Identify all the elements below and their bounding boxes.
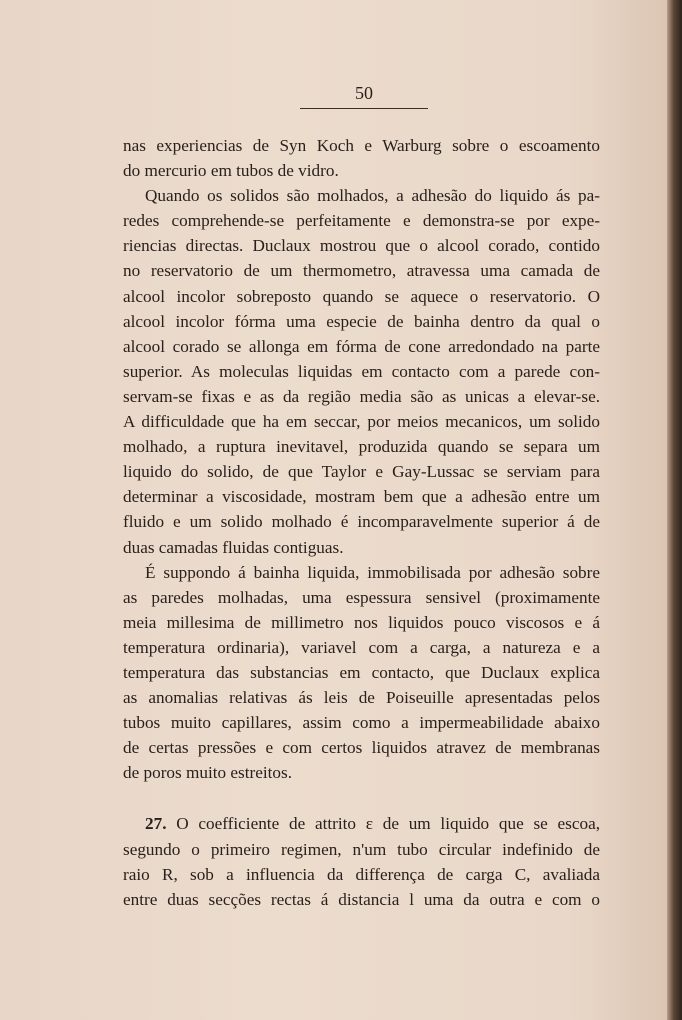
text-line: fluido e um solido molhado é incomparavelmente superior á de <box>123 512 600 532</box>
text-line: redes comprehende-se perfeitamente e demonstra-se por expe- <box>123 211 600 231</box>
text-line: Quando os solidos são molhados, a adhesão do liquido ás pa- <box>145 186 600 206</box>
text-line: servam-se fixas e as da região media são as unicas a elevar-se. <box>123 386 600 406</box>
book-spine-edge <box>667 0 682 1020</box>
text-line: de poros muito estreitos. <box>123 763 292 783</box>
text-line: temperatura ordinaria), variavel com a carga, a natureza e a <box>123 637 600 657</box>
section-number: 27. <box>145 814 167 834</box>
text-line: nas experiencias de Syn Koch e Warburg sobre o escoamento <box>123 136 600 155</box>
text-line: alcool corado se allonga em fórma de cone arredondado na parte <box>123 336 600 356</box>
page-header <box>300 82 428 109</box>
body-text <box>123 133 600 912</box>
section-first-line: O coefficiente de attrito ε de um liquido que se escoa, <box>176 814 600 834</box>
text-line: É suppondo á bainha liquida, immobilisada por adhesão sobre <box>145 562 600 582</box>
text-line: do mercurio em tubos de vidro. <box>123 161 339 181</box>
text-line: alcool incolor fórma uma especie de bainha dentro da qual o <box>123 311 600 331</box>
text-line: de certas pressões e com certos liquidos atravez de membranas <box>123 738 600 758</box>
text-line: liquido do solido, de que Taylor e Gay-Lussac se serviam para <box>123 462 600 482</box>
text-line: A difficuldade que ha em seccar, por meios mecanicos, um solido <box>123 412 600 432</box>
text-line: molhado, a ruptura inevitavel, produzida quando se separa um <box>123 437 600 457</box>
text-line <box>123 811 600 836</box>
page-number: 50 <box>355 83 373 103</box>
text-line: superior. As moleculas liquidas em contacto com a parede con- <box>123 361 600 381</box>
text-line: raio R, sob a influencia da differença de carga C, avaliada <box>123 864 600 884</box>
paragraph-1 <box>123 133 600 183</box>
text-line: determinar a viscosidade, mostram bem que a adhesão entre um <box>123 487 600 507</box>
text-line: riencias directas. Duclaux mostrou que o alcool corado, contido <box>123 236 600 256</box>
text-line: as anomalias relativas ás leis de Poiseuille apresentadas pelos <box>123 688 600 708</box>
text-line: entre duas secções rectas á distancia l uma da outra e com o <box>123 889 600 909</box>
section-27 <box>123 811 600 911</box>
paragraph-2 <box>123 183 600 559</box>
text-line: no reservatorio de um thermometro, atravessa uma camada de <box>123 261 600 281</box>
header-rule <box>300 108 428 109</box>
text-line: segundo o primeiro regimen, n'um tubo circular indefinido de <box>123 839 600 859</box>
text-line: alcool incolor sobreposto quando se aquece o reservatorio. O <box>123 286 600 306</box>
text-line: duas camadas fluidas contiguas. <box>123 537 344 557</box>
text-line: as paredes molhadas, uma espessura sensivel (proximamente <box>123 587 600 607</box>
text-line: tubos muito capillares, assim como a impermeabilidade abaixo <box>123 713 600 733</box>
section-gap <box>123 785 600 811</box>
text-line: temperatura das substancias em contacto, que Duclaux explica <box>123 662 600 682</box>
paragraph-3 <box>123 560 600 786</box>
text-line: meia millesima de millimetro nos liquidos pouco viscosos e á <box>123 612 600 632</box>
